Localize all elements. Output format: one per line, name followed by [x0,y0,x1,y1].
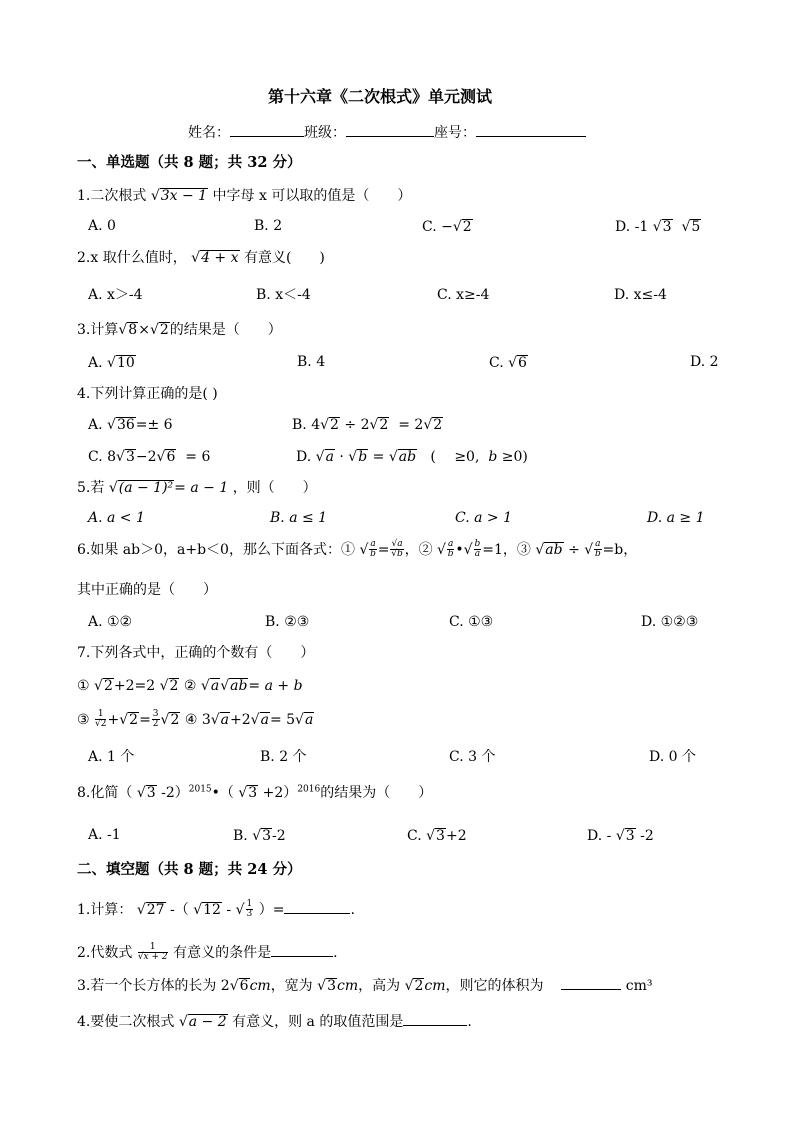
q7-l2-radical-2: 2 [170,711,180,728]
f4-tail: . [467,1014,472,1030]
q4-option-d-radical-2: b [358,449,368,465]
q1-option-d-radical-1: 3 [662,219,672,235]
name-blank[interactable] [230,136,304,137]
q8-option-d-radical: 3 [625,828,635,844]
q7-l1-radical-3: a [210,678,220,694]
q7-l2-radical-3: a [220,711,230,728]
q5-option-c[interactable]: C. a > 1 [455,510,512,526]
q3-option-a-label: A. [88,355,103,371]
fill-1: 1.计算： √27 -（ √12 - √ $\frac{1}{3}$ ）= . [77,899,355,920]
q5-option-b[interactable]: B. a ≤ 1 [270,510,328,526]
q7-l1-radical-4: ab [230,678,248,694]
q6-eq-3: =b， [602,541,638,558]
q8-option-b-radical: 3 [262,828,272,844]
q1-option-d[interactable]: D. -1 √3 √5 [615,219,701,235]
seat-label: 座号： [434,125,476,141]
q8-m1: -2） [161,785,189,801]
f3-unit-2: cm [336,978,359,994]
q8-text-a: 8.化简（ [77,785,133,801]
q5-text-b: ，则（ ） [232,480,317,496]
q7-l2-plus: + [107,711,120,728]
q6-frac-2: $\frac{√a}{√b}$ [391,539,403,560]
q6-frac-1: $\frac{a}{b}$ [370,539,376,560]
q6-option-c[interactable]: C. ①③ [449,614,494,630]
q4-option-c-radical-2: 6 [166,449,176,465]
q4-option-d-cond-2: ≥0) [501,449,528,465]
question-6-stem: 6.如果 ab＞0，a+b＜0，那么下面各式：① √ $\frac{a}{b}$ = $\frac{√a}{√b}$ ，② √ $\frac{a}{b}$ •√ $\frac{b}{a}$ =1，③ √ab ÷ √ $\frac{a}{b}$ =b， [77,539,638,560]
f4-radical: a − 2 [188,1014,227,1030]
f3-text-a: 3.若一个长方体的长为 2 [77,978,230,994]
q8-m2: •（ [211,785,234,801]
q4-option-c[interactable]: C. 8√3−2√6 = 6 [88,449,211,465]
page-title: 第十六章《二次根式》单元测试 [268,87,493,106]
q7-l1-eq: = a + b [248,678,303,694]
q7-option-b[interactable]: B. 2 个 [260,749,307,765]
q3-option-a[interactable]: A. √10 [88,355,135,371]
q1-text-b: 中字母 x 可以取的值是（ ） [212,188,412,204]
q8-option-b-tail: -2 [272,828,286,844]
q4-option-b-radical-3: 2 [433,417,443,433]
q5-eq: = a − 1 [174,480,229,496]
q8-exp-1: 2015 [188,784,212,795]
q8-option-c-radical: 3 [436,828,445,844]
q7-mark-3: ③ [77,711,90,728]
q5-text-a: 5.若 [77,480,105,496]
q7-option-a[interactable]: A. 1 个 [88,749,135,765]
f3-unit-1: cm [249,978,271,994]
f2-tail: . [333,944,338,961]
q6-frac-4: $\frac{b}{a}$ [474,539,481,560]
q4-option-c-mid: −2 [135,449,157,465]
q4-option-c-radical-1: 3 [125,449,135,465]
q6-eq-2: =1，③ [482,541,531,558]
class-blank[interactable] [346,136,434,137]
q4-option-b[interactable]: B. 4√2 ÷ 2√2 = 2√2 [292,417,443,433]
q2-option-d[interactable]: D. x≤-4 [614,287,667,303]
q1-option-d-radical-2: 5 [691,219,701,235]
f4-answer-blank[interactable] [403,1025,467,1026]
q8-option-d-tail: -2 [640,828,654,844]
q6-div: ÷ [568,541,580,558]
q2-text-b: 有意义( ) [243,250,325,266]
f3-radical-1: 6 [239,978,249,994]
q6-option-d[interactable]: D. ①②③ [641,614,699,630]
q7-l2-radical-4: a [260,711,269,728]
q4-option-a[interactable]: A. √36=± 6 [88,417,173,433]
f3-m1: ，宽为 [270,978,313,994]
q4-option-d-radical-3: ab [398,449,417,465]
question-1-stem: 1.二次根式 √3x − 1 中字母 x 可以取的值是（ ） [77,188,412,204]
q7-l1-radical-1: 2 [103,678,113,694]
f3-m3: ，则它的体积为 [445,978,544,994]
f1-radical-1: 27 [146,901,165,918]
q6-text-b: 其中正确的是（ ） [77,582,217,598]
q3-option-a-radical: 10 [116,355,135,371]
q8-exp-2: 2016 [297,784,321,795]
q4-option-d-dot: · [339,449,344,465]
q3-option-b[interactable]: B. 4 [297,354,326,370]
q7-l2-plus-2: +2 [230,711,251,728]
q5-option-d[interactable]: D. a ≥ 1 [647,510,705,526]
f1-m1: -（ [170,901,189,918]
q4-option-b-radical-2: 2 [379,417,389,433]
q1-text-a: 1.二次根式 [77,188,147,204]
q6-radical-ab: ab [545,541,563,558]
q7-frac-2: $\frac{3}{2}$ [152,709,159,730]
q7-l2-radical-1: 2 [129,711,139,728]
q1-option-d-label: D. -1 [615,219,649,235]
q6-option-b[interactable]: B. ②③ [265,614,310,630]
q4-option-b-radical-1: 2 [330,417,339,433]
q4-option-d-eq: = [372,449,385,465]
section-heading-fill-in: 二、填空题（共 8 题；共 24 分） [77,861,302,878]
q1-radical: 3x − 1 [160,188,208,204]
q8-option-b[interactable]: B. √3-2 [233,828,286,844]
q3-radical-2: 2 [159,322,169,338]
q3-option-c-radical: 6 [518,355,527,371]
f4-text-a: 4.要使二次根式 [77,1014,175,1030]
q7-l2-radical-5: a [304,711,314,728]
f1-answer-blank[interactable] [284,913,350,914]
q2-radical: 4 + x [201,250,239,266]
q7-l2-eq: = [139,711,151,728]
q8-option-d[interactable]: D. - √3 -2 [587,828,654,844]
q4-option-d-label: D. [296,449,312,465]
q2-option-c[interactable]: C. x≥-4 [437,287,490,303]
f1-radical-2: 12 [203,901,221,918]
class-label: 班级： [304,125,346,141]
q7-frac-1: $\frac{1}{√2}$ [95,709,107,730]
q2-text-a: 2.x 取什么值时， [77,250,187,266]
q8-option-b-label: B. [233,828,248,844]
f2-text-b: 有意义的条件是 [173,944,272,961]
f2-answer-blank[interactable] [271,956,333,957]
f1-m3: ）= [258,901,285,918]
q6-frac-5: $\frac{a}{b}$ [594,539,601,560]
q8-text-b: 的结果为（ ） [320,785,433,801]
q3-option-c[interactable]: C. √6 [489,355,527,371]
question-4-stem: 4.下列计算正确的是( ) [77,386,218,402]
q8-option-c-tail: +2 [445,828,467,844]
q3-radical-1: 8 [128,322,138,338]
f3-volume-unit: cm³ [625,978,653,994]
f3-radical-2: 3 [327,978,336,994]
q4-option-b-mid: ÷ 2 [344,417,370,433]
q4-option-a-label: A. [88,417,103,433]
name-label: 姓名： [188,125,230,141]
f1-m2: - [226,901,232,918]
q4-option-d-cond-1: ( ≥0, [430,449,480,465]
fill-4: 4.要使二次根式 √a − 2 有意义，则 a 的取值范围是 . [77,1014,472,1030]
f1-frac: $\frac{1}{3}$ [246,899,253,920]
q8-option-d-label: D. - [587,828,612,844]
q5-option-a[interactable]: A. a < 1 [88,510,145,526]
f3-answer-blank[interactable] [561,989,621,990]
section-heading-single-choice: 一、单选题（共 8 题；共 32 分） [77,154,302,171]
seat-blank[interactable] [476,136,586,137]
q7-l2-eq-2: = 5 [269,711,296,728]
q3-times: × [138,322,150,338]
q8-option-c-label: C. [407,828,422,844]
q4-option-c-tail: = 6 [185,449,211,465]
q7-option-c[interactable]: C. 3 个 [449,749,496,765]
q3-text-a: 3.计算 [77,322,119,338]
q7-line-2: ③ $\frac{1}{√2}$ +√2= $\frac{3}{2}$ √2 ④ 3√a+2√a= 5√a [77,709,314,730]
q7-option-d[interactable]: D. 0 个 [649,749,696,765]
q8-option-a[interactable]: A. -1 [88,827,121,843]
q1-option-c-label: C. − [422,219,453,235]
q4-option-b-label: B. 4 [292,417,321,433]
f3-unit-3: cm [424,978,446,994]
q1-option-c[interactable]: C. −√2 [422,219,472,235]
q7-l1-mid: +2=2 [113,678,156,694]
question-5-stem: 5.若 √(a − 1)²= a − 1 ，则（ ） [77,480,317,496]
q3-option-c-label: C. [489,355,504,371]
fill-2 [77,943,338,963]
q3-text-b: 的结果是（ ） [169,322,282,338]
q4-option-d-radical-1: a [325,449,334,465]
f2-frac: $\frac{1}{√x + 2}$ [137,942,168,963]
f1-tail: . [350,901,355,918]
q6-sep-2: ，② [404,541,433,558]
question-8-stem: 8.化简（ √3 -2）$^{2015}$•（ √3 +2）$^{2016}$的结果为（ ） [77,784,433,801]
q4-option-b-eq: = 2 [398,417,424,433]
q6-dot: • [455,541,464,558]
q6-eq-1: = [377,541,390,558]
q2-option-b[interactable]: B. x＜-4 [256,287,311,303]
q8-radical-1: 3 [146,785,156,801]
f1-text-a: 1.计算： [77,901,133,918]
q4-option-a-tail: =± 6 [135,417,173,433]
q8-radical-2: 3 [248,785,258,801]
q7-mark-1: ① [77,678,90,694]
q4-option-c-label: C. 8 [88,449,117,465]
q5-radical: (a − 1)² [118,480,174,496]
q7-mark-4: ④ 3 [184,711,211,728]
q2-option-a[interactable]: A. x＞-4 [88,287,143,303]
q8-option-c[interactable]: C. √3+2 [407,828,467,844]
student-info-line [188,126,586,140]
f3-radical-3: 2 [414,978,424,994]
q4-option-a-radical: 36 [116,417,135,433]
f2-text-a: 2.代数式 [77,944,133,961]
q1-option-a[interactable]: A. 0 [88,218,116,234]
question-3-stem: 3.计算√8×√2的结果是（ ） [77,322,282,338]
q4-option-d-cond-b: b [488,449,498,465]
f4-text-b: 有意义，则 a 的取值范围是 [232,1014,404,1030]
q7-line-1: ① √2+2=2 √2 ② √a√ab= a + b [77,678,303,694]
q1-option-c-radical: 2 [462,219,472,235]
q7-l1-radical-2: 2 [169,678,179,694]
q3-option-d[interactable]: D. 2 [690,354,719,370]
fill-3: 3.若一个长方体的长为 2√6cm，宽为 √3cm，高为 √2cm，则它的体积为 cm³ [77,978,653,994]
question-2-stem: 2.x 取什么值时， √4 + x 有意义( ) [77,250,325,266]
q1-option-b[interactable]: B. 2 [254,218,283,234]
question-7-stem: 7.下列各式中，正确的个数有（ ） [77,645,315,661]
q6-text-a: 6.如果 ab＞0，a+b＜0，那么下面各式：① [77,541,355,558]
f3-m2: ，高为 [358,978,401,994]
q4-option-d[interactable]: D. √a · √b = √ab ( ≥0, b ≥0) [296,449,528,465]
q8-m3: +2） [262,785,298,801]
q7-mark-2: ② [183,678,197,694]
q6-frac-3: $\frac{a}{b}$ [447,539,454,560]
q6-option-a[interactable]: A. ①② [88,614,133,630]
